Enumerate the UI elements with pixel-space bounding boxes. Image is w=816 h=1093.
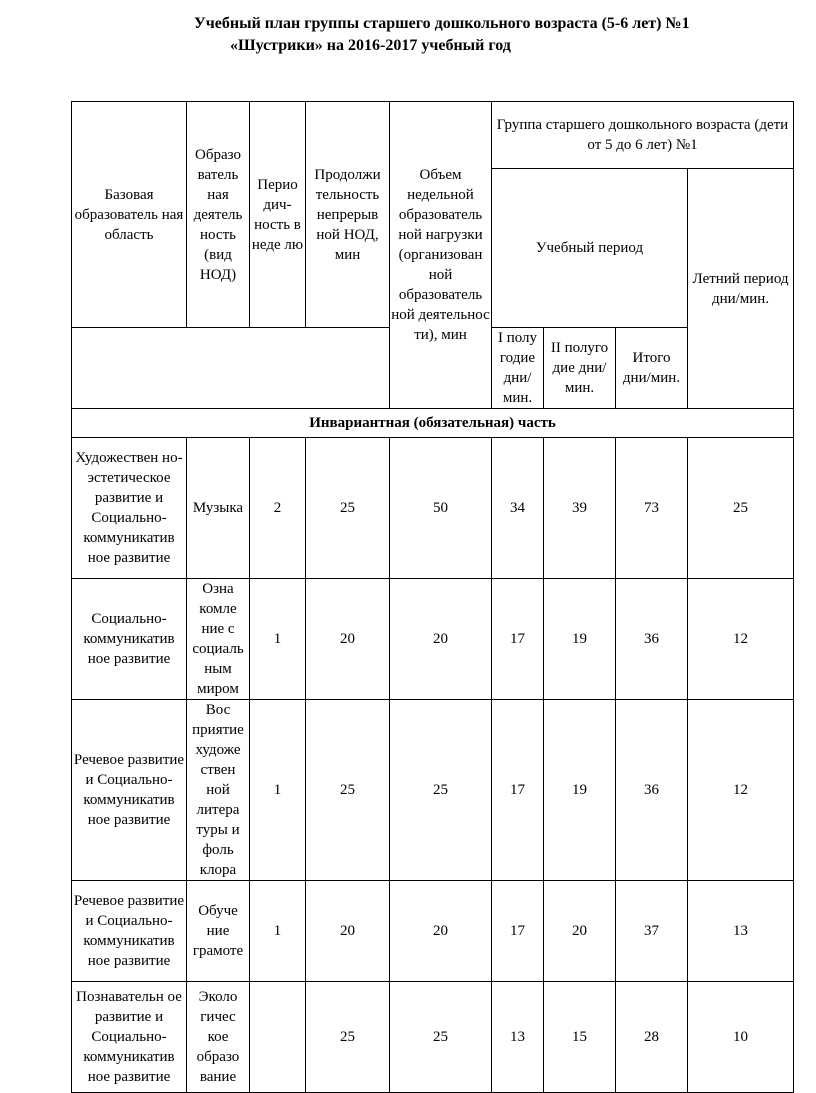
cell-duration: 20	[306, 579, 390, 700]
cell-summer: 10	[688, 982, 794, 1093]
cell-half-2: 20	[544, 881, 616, 982]
cell-weekly-load: 20	[390, 881, 492, 982]
curriculum-table	[71, 101, 794, 1093]
cell-frequency: 1	[250, 881, 306, 982]
cell-duration: 25	[306, 438, 390, 579]
header-weekly-load: Объем недельной образователь ной нагрузки (организован ной образователь ной деятельнос ти), мин	[390, 102, 492, 409]
cell-duration: 25	[306, 700, 390, 881]
cell-summer: 13	[688, 881, 794, 982]
table-row	[72, 881, 794, 982]
cell-half-1: 17	[492, 881, 544, 982]
title-line-2: «Шустрики» на 2016-2017 учебный год	[230, 37, 511, 54]
title-line-1: Учебный план группы старшего дошкольного возраста (5-6 лет) №1	[194, 15, 690, 32]
cell-area: Социально- коммуникатив ное развитие	[72, 579, 187, 700]
cell-total: 73	[616, 438, 688, 579]
cell-weekly-load: 25	[390, 982, 492, 1093]
header-row-1	[72, 102, 794, 169]
cell-area: Художествен но- эстетическое развитие и Социально- коммуникатив ное развитие	[72, 438, 187, 579]
cell-area: Познавательн ое развитие и Социально- коммуникатив ное развитие	[72, 982, 187, 1093]
cell-half-1: 17	[492, 700, 544, 881]
header-duration: Продолжи тельность непрерыв ной НОД, мин	[306, 102, 390, 328]
header-frequency: Перио дич- ность в неде лю	[250, 102, 306, 328]
cell-total: 37	[616, 881, 688, 982]
cell-half-2: 19	[544, 700, 616, 881]
cell-summer: 12	[688, 579, 794, 700]
cell-activity: Озна комле ние с социаль ным миром	[187, 579, 250, 700]
cell-half-1: 17	[492, 579, 544, 700]
cell-frequency: 1	[250, 579, 306, 700]
table-row	[72, 579, 794, 700]
cell-frequency	[250, 982, 306, 1093]
cell-half-2: 19	[544, 579, 616, 700]
cell-frequency: 1	[250, 700, 306, 881]
cell-weekly-load: 50	[390, 438, 492, 579]
cell-activity: Эколо гичес кое образо вание	[187, 982, 250, 1093]
section-title: Инвариантная (обязательная) часть	[72, 409, 794, 438]
cell-weekly-load: 25	[390, 700, 492, 881]
cell-duration: 20	[306, 881, 390, 982]
cell-area: Речевое развитие и Социально- коммуникатив ное развитие	[72, 881, 187, 982]
cell-total: 36	[616, 700, 688, 881]
cell-activity: Вос приятие художе ствен ной литера туры и фоль клора	[187, 700, 250, 881]
table-row	[72, 700, 794, 881]
cell-total: 28	[616, 982, 688, 1093]
cell-activity: Музыка	[187, 438, 250, 579]
cell-duration: 25	[306, 982, 390, 1093]
table-row	[72, 438, 794, 579]
cell-total: 36	[616, 579, 688, 700]
header-half-2: II полуго дие дни/мин.	[544, 328, 616, 409]
cell-frequency: 2	[250, 438, 306, 579]
header-summer: Летний период дни/мин.	[688, 169, 794, 409]
cell-summer: 12	[688, 700, 794, 881]
cell-half-2: 15	[544, 982, 616, 1093]
cell-half-2: 39	[544, 438, 616, 579]
header-activity: Образо ватель ная деятель ность (вид НОД)	[187, 102, 250, 328]
cell-half-1: 13	[492, 982, 544, 1093]
header-area: Базовая образователь ная область	[72, 102, 187, 328]
header-half-1: I полу годие дни/ мин.	[492, 328, 544, 409]
header-study-period: Учебный период	[492, 169, 688, 328]
cell-area: Речевое развитие и Социально- коммуникатив ное развитие	[72, 700, 187, 881]
cell-half-1: 34	[492, 438, 544, 579]
header-group: Группа старшего дошкольного возраста (дети от 5 до 6 лет) №1	[492, 102, 794, 169]
header-total: Итого дни/мин.	[616, 328, 688, 409]
section-row	[72, 409, 794, 438]
cell-activity: Обуче ние грамоте	[187, 881, 250, 982]
header-spacer	[72, 328, 390, 409]
cell-weekly-load: 20	[390, 579, 492, 700]
cell-summer: 25	[688, 438, 794, 579]
table-row	[72, 982, 794, 1093]
